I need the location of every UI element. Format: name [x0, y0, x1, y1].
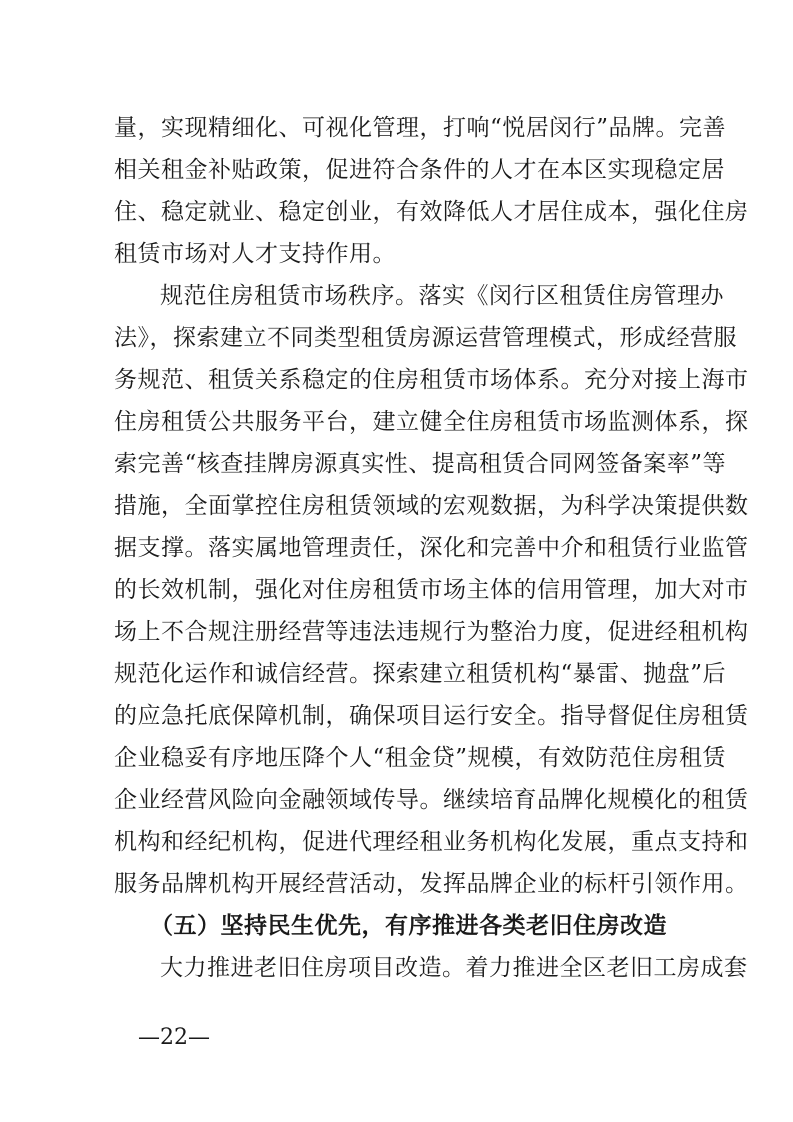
section-heading: （五）坚持民生优先，有序推进各类老旧住房改造 — [150, 912, 667, 939]
text-line: 机构和经纪机构，促进代理经租业务机构化发展，重点支持和 — [114, 829, 749, 855]
text-line: 的长效机制，强化对住房租赁市场主体的信用管理，加大对市 — [114, 577, 749, 603]
text-line: 法》，探索建立不同类型租赁房源运营管理模式，形成经营服 — [114, 325, 737, 351]
text-line: 规范化运作和诚信经营。探索建立租赁机构“暴雷、抛盘”后 — [114, 661, 727, 687]
text-line: 住、稳定就业、稳定创业，有效降低人才居住成本，强化住房 — [114, 199, 749, 225]
text-line: 据支撑。落实属地管理责任，深化和完善中介和租赁行业监管 — [114, 535, 749, 561]
text-line: 索完善“核查挂牌房源真实性、提高租赁合同网签备案率”等 — [114, 451, 727, 477]
text-line: 务规范、租赁关系稳定的住房租赁市场体系。充分对接上海市 — [114, 367, 749, 393]
text-line: 住房租赁公共服务平台，建立健全住房租赁市场监测体系，探 — [114, 409, 749, 435]
paragraph-first-line: 大力推进老旧住房项目改造。着力推进全区老旧工房成套 — [160, 955, 748, 981]
text-line: 企业稳妥有序地压降个人“租金贷”规模，有效防范住房租赁 — [114, 745, 727, 771]
text-line: 的应急托底保障机制，确保项目运行安全。指导督促住房租赁 — [114, 703, 749, 729]
text-line: 服务品牌机构开展经营活动，发挥品牌企业的标杆引领作用。 — [114, 871, 749, 897]
text-line: 相关租金补贴政策，促进符合条件的人才在本区实现稳定居 — [114, 157, 725, 183]
page-number: —22— — [138, 1025, 210, 1050]
text-line: 企业经营风险向金融领域传导。继续培育品牌化规模化的租赁 — [114, 787, 749, 813]
text-line: 场上不合规注册经营等违法违规行为整治力度，促进经租机构 — [114, 619, 749, 645]
text-line: 措施，全面掌控住房租赁领域的宏观数据，为科学决策提供数 — [114, 493, 749, 519]
text-line: 量，实现精细化、可视化管理，打响“悦居闵行”品牌。完善 — [114, 115, 727, 141]
paragraph-first-line: 规范住房租赁市场秩序。落实《闵行区租赁住房管理办 — [160, 283, 724, 309]
text-line: 租赁市场对人才支持作用。 — [114, 241, 396, 267]
